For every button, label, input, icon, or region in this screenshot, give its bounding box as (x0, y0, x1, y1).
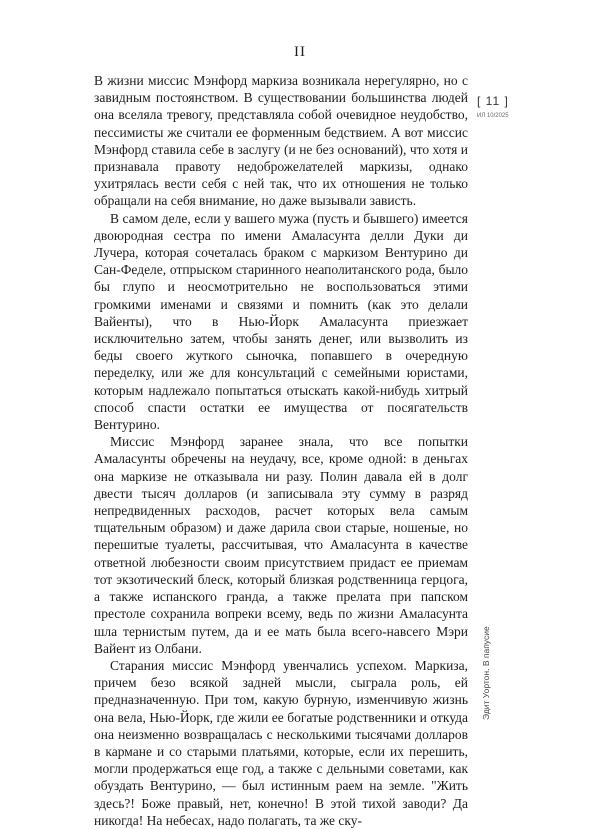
chapter-heading: II (294, 44, 306, 60)
page-number: [ 11 ] (477, 94, 509, 108)
running-title: Эдит Уортон. В папусие (481, 626, 491, 720)
paragraph-2: В самом деле, если у вашего мужа (пусть и бывшего) имеется двоюродная сестра по имени Амаласунта делли Дуки ди Лучера, которая сочеталась браком с маркизом Вентурино ди Сан-Феделе, отпрыском старинного неаполитанского рода, было бы глупо и неосмотрительно не воспользоваться этими громкими именами и связями и помнить (как это делали Вайенты), что в Нью-Йорк Амаласунта приезжает исключительно затем, чтобы занять денег, или вызволить из беды своего жуткого сыночка, попавшего в очередную переделку, или же для консультаций с семейными юристами, которым надлежало попытаться отыскать какой-нибудь хитрый способ спасти остатки ее имущества от посягательств Вентурино. (94, 210, 468, 433)
paragraph-3: Миссис Мэнфорд заранее знала, что все попытки Амаласунты обречены на неудачу, все, кроме одной: в деньгах она маркизе не отказывала ни разу. Полин давала ей в долг двести тысяч долларов (и записывала эту сумму в разряд непредвиденных расходов, расчет которых вела самым тщательным образом) и даже дарила свои старые, ношеные, но перешитые туалеты, рассчитывая, что Амаласунта в качестве ответной любезности своим присутствием придаст ее приемам тот экзотический блеск, который близкая родственница герцога, а также испанского гранда, а также прелата при папском престоле сохранила вопреки всему, ведь по жизни Амаласунта шла тернистым путем, да и ее мать была всего-навсего Мэри Вайент из Олбани. (94, 434, 468, 656)
paragraph-4: Старания миссис Мэнфорд увенчались успехом. Маркиза, причем безо всякой задней мысли, сыграла роль, ей предназначенную. При том, какую бурную, изменчивую жизнь она вела, Нью-Йорк, где жили ее богатые родственники и откуда она неизменно возвращалась с несколькими тысячами долларов в кармане и со старыми платьями, которые, если их перешить, могли продержаться еще год, а также с дельными советами, как обуздать Вентурино, — был истинным раем на земле. "Жить здесь?! Боже правый, нет, конечно! В этой тихой заводи? Да никогда! На небесах, надо полагать, та же ску- (94, 657, 468, 828)
issue-label: ИЛ 10/2025 (477, 113, 509, 119)
body-text (94, 72, 468, 829)
paragraph-1: В жизни миссис Мэнфорд маркиза возникала нерегулярно, но с завидным постоянством. В существовании большинства людей она вселяла тревогу, представляла собой очевидное неудобство, пессимисты же считали ее форменным бедствием. А вот миссис Мэнфорд ставила себе в заслугу (и не без оснований), что хотя и признавала правоту недоброжелателей маркизы, однако ухитрялась вести себя с ней так, что их отношения не только обращали на себя внимание, но даже вызывали зависть. (94, 73, 468, 209)
